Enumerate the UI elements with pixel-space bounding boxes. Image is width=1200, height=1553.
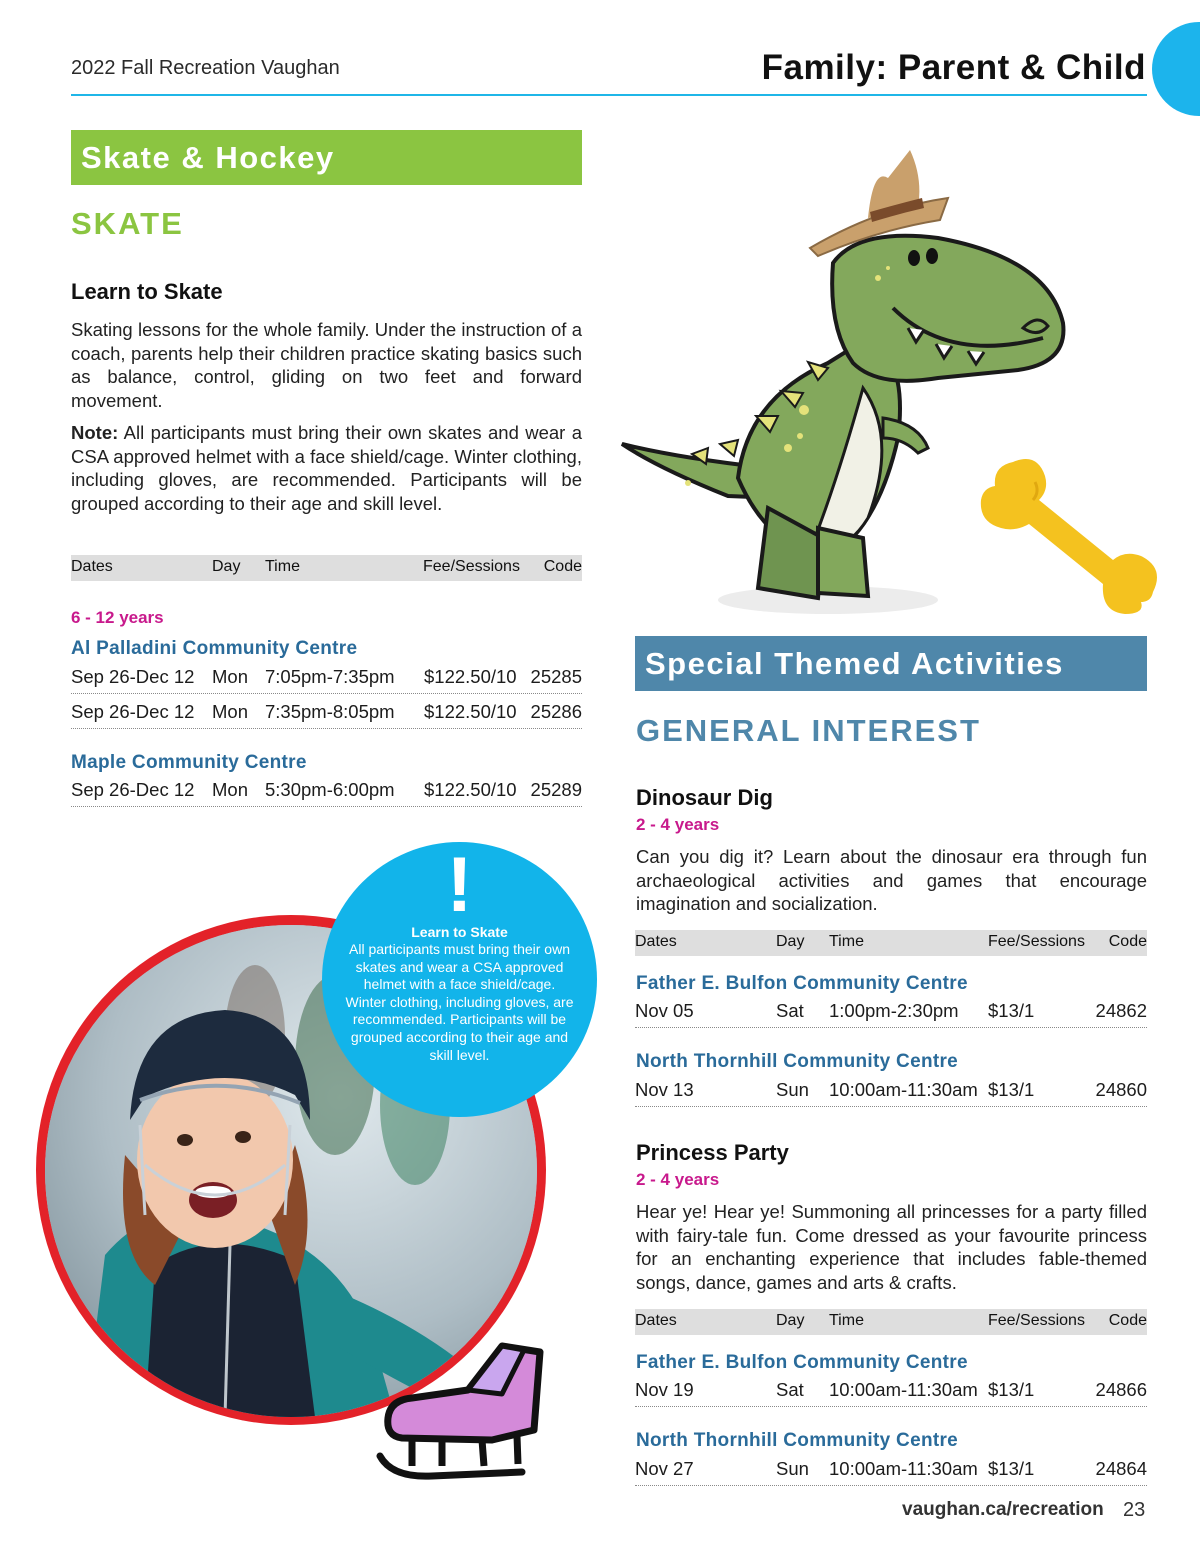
cell-code: 24862 — [1095, 1000, 1147, 1021]
cell-code: 25289 — [530, 779, 582, 800]
venue-name: Al Palladini Community Centre — [71, 638, 358, 659]
col-time: Time — [829, 1312, 864, 1329]
cell-day: Sat — [776, 1379, 804, 1400]
header-rule — [71, 94, 1147, 96]
cell-day: Sat — [776, 1000, 804, 1021]
cell-time: 10:00am-11:30am — [829, 1458, 978, 1479]
cell-day: Mon — [212, 701, 248, 722]
cell-time: 1:00pm-2:30pm — [829, 1000, 959, 1021]
col-dates: Dates — [635, 1312, 677, 1329]
table-row — [635, 1456, 1147, 1486]
cell-fee: $122.50/10 — [424, 666, 517, 687]
venue-name: Maple Community Centre — [71, 752, 307, 773]
callout-title: Learn to Skate — [411, 924, 508, 940]
footer-url[interactable]: vaughan.ca/recreation — [902, 1499, 1104, 1520]
venue-name: Father E. Bulfon Community Centre — [636, 973, 968, 994]
cell-time: 7:35pm-8:05pm — [265, 701, 395, 722]
col-day: Day — [212, 558, 241, 575]
cell-dates: Nov 13 — [635, 1079, 694, 1100]
col-fee: Fee/Sessions — [988, 933, 1085, 950]
learn-to-skate-callout — [322, 842, 597, 1117]
cell-day: Mon — [212, 666, 248, 687]
venue-name: North Thornhill Community Centre — [636, 1430, 959, 1451]
cell-code: 25285 — [530, 666, 582, 687]
skate-subhead: SKATE — [71, 206, 184, 241]
cell-fee: $122.50/10 — [424, 701, 517, 722]
cell-fee: $13/1 — [988, 1458, 1035, 1479]
cell-time: 10:00am-11:30am — [829, 1379, 978, 1400]
skate-hockey-banner: Skate & Hockey — [71, 130, 582, 185]
callout-body: All participants must bring their own skates and wear a CSA approved helmet with a face shield/cage. Winter clothing, including gloves, are recommended. Participants will be grouped according to their age and skill level. — [345, 941, 574, 1063]
table-row — [71, 699, 582, 729]
cell-day: Sun — [776, 1079, 809, 1100]
age-range: 2 - 4 years — [636, 1170, 720, 1189]
cell-fee: $13/1 — [988, 1000, 1035, 1021]
exclamation-icon: ! — [446, 840, 473, 928]
col-code: Code — [1108, 1312, 1147, 1329]
table-header — [71, 555, 582, 581]
cell-day: Sun — [776, 1458, 809, 1479]
cell-fee: $13/1 — [988, 1079, 1035, 1100]
cell-time: 5:30pm-6:00pm — [265, 779, 395, 800]
cell-dates: Sep 26-Dec 12 — [71, 701, 195, 722]
section-title: Family: Parent & Child — [761, 48, 1146, 87]
venue-name: Father E. Bulfon Community Centre — [636, 1352, 968, 1373]
cell-dates: Nov 05 — [635, 1000, 694, 1021]
col-dates: Dates — [71, 558, 113, 575]
page-number: 23 — [1123, 1499, 1146, 1521]
col-dates: Dates — [635, 933, 677, 950]
cell-time: 10:00am-11:30am — [829, 1079, 978, 1100]
cell-dates: Nov 19 — [635, 1379, 694, 1400]
general-interest-subhead: GENERAL INTEREST — [636, 713, 981, 748]
col-day: Day — [776, 933, 805, 950]
cell-dates: Sep 26-Dec 12 — [71, 779, 195, 800]
learn-to-skate-title: Learn to Skate — [71, 279, 223, 304]
table-header — [635, 1309, 1147, 1335]
venue-name: North Thornhill Community Centre — [636, 1051, 959, 1072]
col-fee: Fee/Sessions — [423, 558, 520, 575]
ice-skate-icon — [372, 1338, 547, 1488]
section-tab-marker — [1152, 22, 1200, 116]
learn-to-skate-description: Skating lessons for the whole family. Under the instruction of a coach, parents help their children practice skating basics such as balance, control, gliding on two feet and forward movement. — [71, 319, 582, 411]
col-day: Day — [776, 1312, 805, 1329]
special-themed-banner: Special Themed Activities — [635, 636, 1147, 691]
cell-code: 24866 — [1095, 1379, 1147, 1400]
publication-title: 2022 Fall Recreation Vaughan — [71, 57, 340, 79]
cell-dates: Sep 26-Dec 12 — [71, 666, 195, 687]
dinosaur-dig-title: Dinosaur Dig — [636, 785, 773, 810]
princess-party-title: Princess Party — [636, 1140, 789, 1165]
col-code: Code — [543, 558, 582, 575]
col-code: Code — [1108, 933, 1147, 950]
col-time: Time — [829, 933, 864, 950]
note-text: All participants must bring their own skates and wear a CSA approved helmet with a face shield/cage. Winter clothing, including gloves, are recommended. Participants will be grouped according to their age and skill level. — [71, 422, 582, 514]
note-label: Note: — [71, 422, 119, 443]
cell-day: Mon — [212, 779, 248, 800]
cell-code: 25286 — [530, 701, 582, 722]
cell-code: 24864 — [1095, 1458, 1147, 1479]
table-row — [635, 998, 1147, 1028]
dinosaur-dig-description: Can you dig it? Learn about the dinosaur era through fun archaeological activities and games that encourage imagination and socialization. — [636, 846, 1147, 914]
cell-fee: $13/1 — [988, 1379, 1035, 1400]
cell-fee: $122.50/10 — [424, 779, 517, 800]
table-row — [71, 664, 582, 694]
age-range: 2 - 4 years — [636, 815, 720, 834]
cell-dates: Nov 27 — [635, 1458, 694, 1479]
age-range: 6 - 12 years — [71, 608, 164, 627]
princess-party-description: Hear ye! Hear ye! Summoning all princesses for a party filled with fairy-tale fun. Come dressed as your favourite princess for an enchanting experience that includes fable-themed songs, dance, games and arts & crafts. — [636, 1201, 1147, 1293]
col-fee: Fee/Sessions — [988, 1312, 1085, 1329]
col-time: Time — [265, 558, 300, 575]
bone-illustration — [975, 452, 1165, 617]
table-row — [635, 1377, 1147, 1407]
table-header — [635, 930, 1147, 956]
table-row — [635, 1077, 1147, 1107]
cell-time: 7:05pm-7:35pm — [265, 666, 395, 687]
learn-to-skate-note — [71, 421, 582, 515]
cell-code: 24860 — [1095, 1079, 1147, 1100]
table-row — [71, 777, 582, 807]
